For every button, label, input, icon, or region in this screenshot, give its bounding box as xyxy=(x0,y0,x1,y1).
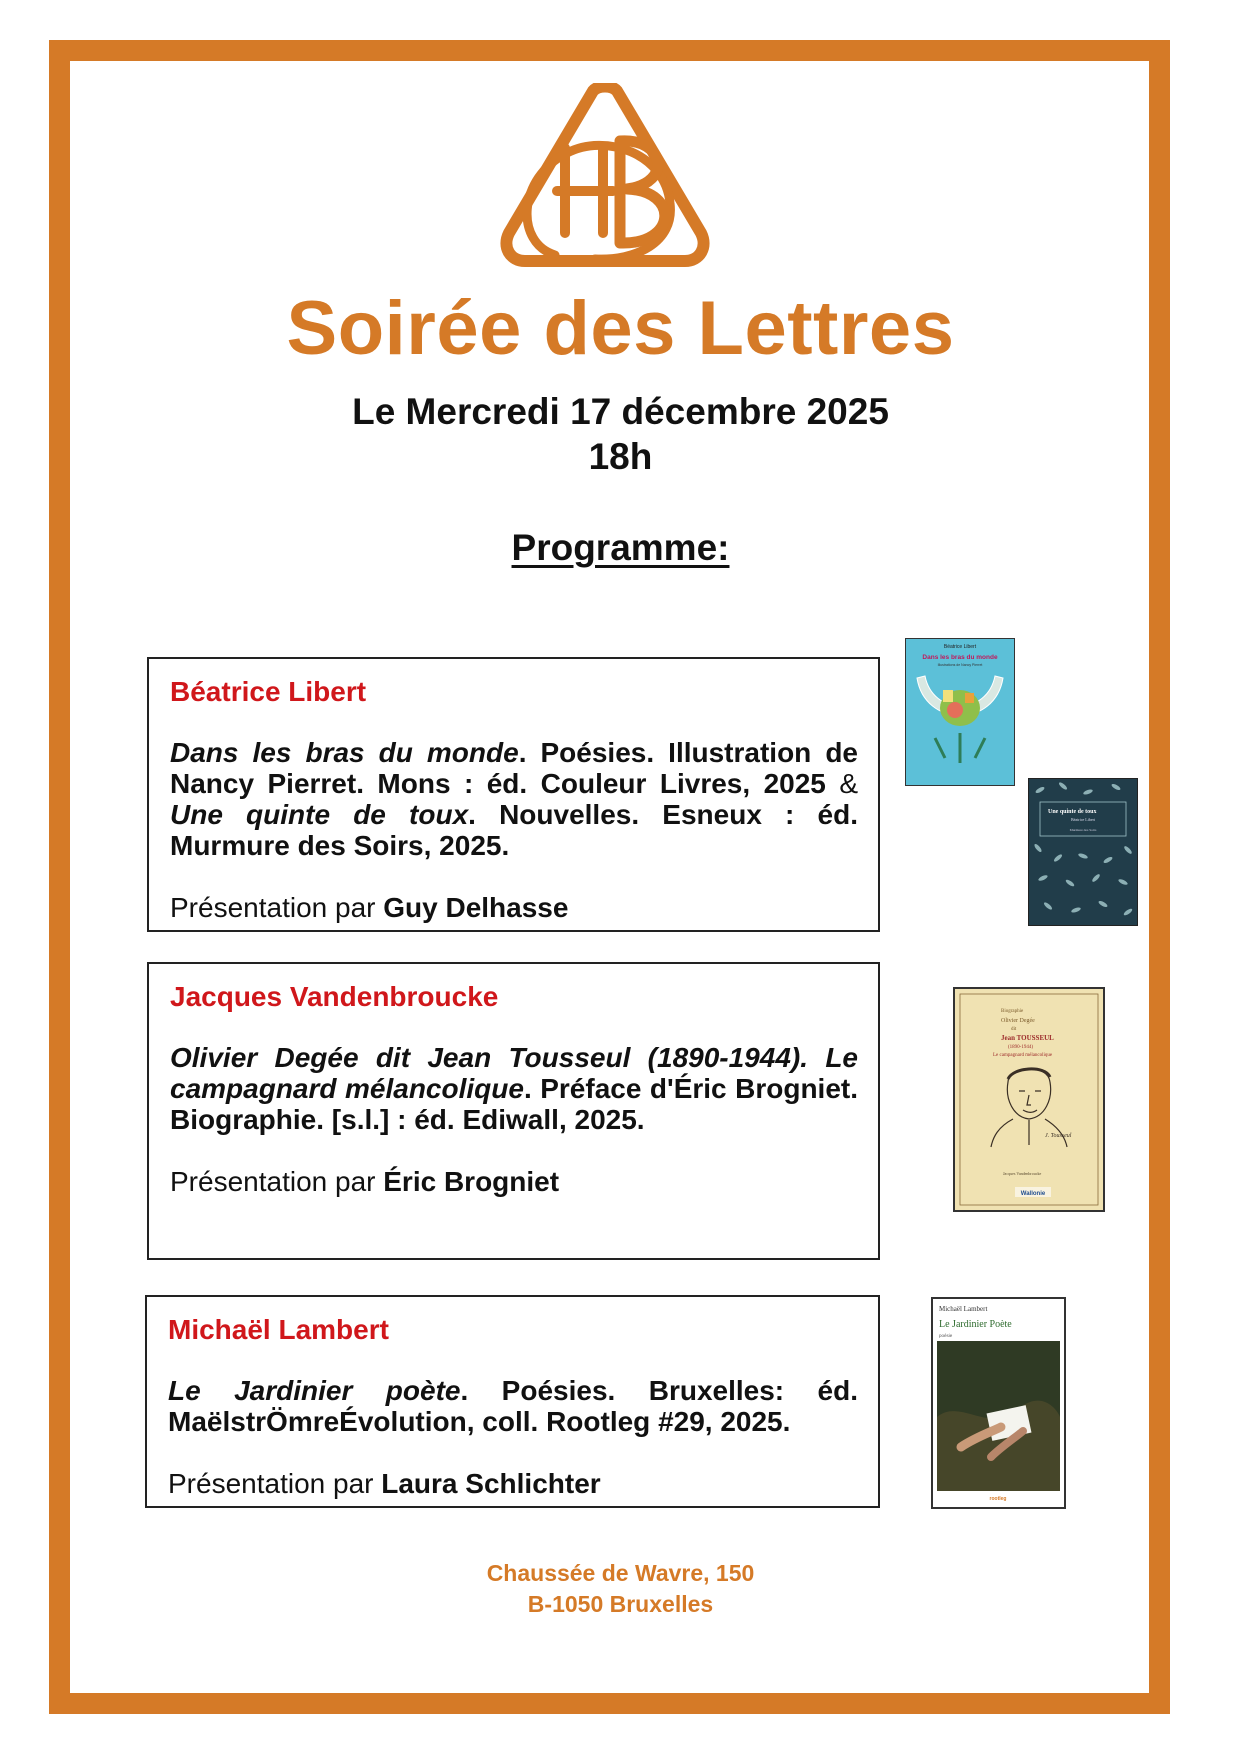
programme-entry-libert xyxy=(147,657,880,932)
programme-entry-vandenbroucke xyxy=(147,962,880,1260)
author-name: Michaël Lambert xyxy=(168,1314,389,1345)
event-title: Soirée des Lettres xyxy=(286,286,955,371)
cover-title: Une quinte de toux xyxy=(1048,809,1097,815)
cover-publisher: rootleg xyxy=(989,1496,1007,1502)
signature-sketch: J. Tousseul xyxy=(1045,1133,1072,1139)
cover-line: Jean TOUSSEUL xyxy=(1001,1034,1054,1042)
book-title: Une quinte de toux xyxy=(170,799,469,830)
address-street: Chaussée de Wavre, 150 xyxy=(486,1560,755,1586)
book-details: . Nouvelles. Esneux : éd. Murmure des Soirs, 2025. xyxy=(170,799,858,861)
cover-title: Dans les bras du monde xyxy=(922,654,998,661)
book-details: . Poésies. Bruxelles: éd. MaëlstrÖmreÉvolution, coll. Rootleg #29, 2025. xyxy=(168,1375,859,1437)
venue-address xyxy=(0,1558,1241,1620)
cover-line: Olivier Degée xyxy=(1001,1018,1035,1024)
book-cover-dans-les-bras-du-monde xyxy=(905,638,1015,786)
programme-entry-lambert xyxy=(145,1295,880,1508)
book-description xyxy=(170,737,858,861)
cover-subtitle: Illustrations de Nancy Pierret xyxy=(937,663,983,667)
author-name: Jacques Vandenbroucke xyxy=(170,981,499,1012)
address-city: B-1050 Bruxelles xyxy=(527,1591,714,1617)
presenter-name: Éric Brogniet xyxy=(383,1166,560,1197)
presenter-name: Guy Delhasse xyxy=(383,892,569,923)
cover-author: Béatrice Libert xyxy=(943,644,977,650)
cover-genre: poésie xyxy=(939,1333,953,1338)
programme-heading: Programme: xyxy=(511,527,730,568)
presentation-line xyxy=(168,1467,858,1501)
presentation-line xyxy=(170,891,858,925)
book-description xyxy=(168,1375,858,1437)
cover-author: Béatrice Libert xyxy=(1070,817,1096,822)
presentation-prefix: Présentation par xyxy=(170,1166,384,1197)
cover-publisher: Murmure des Soirs xyxy=(1069,828,1097,832)
presentation-line xyxy=(170,1165,858,1199)
author-name: Béatrice Libert xyxy=(170,676,367,707)
presentation-prefix: Présentation par xyxy=(168,1468,382,1499)
cover-line: Le campagnard mélancolique xyxy=(993,1053,1053,1058)
book-title: Olivier Degée dit Jean Tousseul (1890-1944). Le campagnard mélancolique xyxy=(170,1042,858,1104)
book-cover-jean-tousseul xyxy=(953,987,1105,1212)
book-description xyxy=(170,1042,858,1135)
book-cover-le-jardinier-poete xyxy=(931,1297,1066,1509)
cover-author: Michaël Lambert xyxy=(939,1305,988,1313)
presenter-name: Laura Schlichter xyxy=(381,1468,601,1499)
event-date: Le Mercredi 17 décembre 2025 xyxy=(352,391,889,432)
hb-monogram-logo-icon xyxy=(495,83,715,275)
book-details: . Poésies. Illustration de Nancy Pierret. Mons : éd. Couleur Livres, 2025 xyxy=(170,737,859,799)
event-time: 18h xyxy=(588,436,653,477)
connector: & xyxy=(825,768,858,799)
cover-title: Le Jardinier Poète xyxy=(939,1319,1012,1330)
cover-author: Jacques Vandenbroucke xyxy=(1003,1171,1042,1176)
book-title: Le Jardinier poète xyxy=(168,1375,461,1406)
cover-line: dit xyxy=(1011,1027,1017,1032)
cover-publisher-logo: Wallonie xyxy=(1020,1191,1046,1197)
presentation-prefix: Présentation par xyxy=(170,892,384,923)
book-details: . Préface d'Éric Brogniet. Biographie. [s.l.] : éd. Ediwall, 2025. xyxy=(170,1073,859,1135)
cover-line: (1890-1944) xyxy=(1008,1045,1033,1050)
book-title: Dans les bras du monde xyxy=(170,737,519,768)
book-cover-une-quinte-de-toux xyxy=(1028,778,1138,926)
cover-line: Biographie xyxy=(1001,1009,1024,1014)
